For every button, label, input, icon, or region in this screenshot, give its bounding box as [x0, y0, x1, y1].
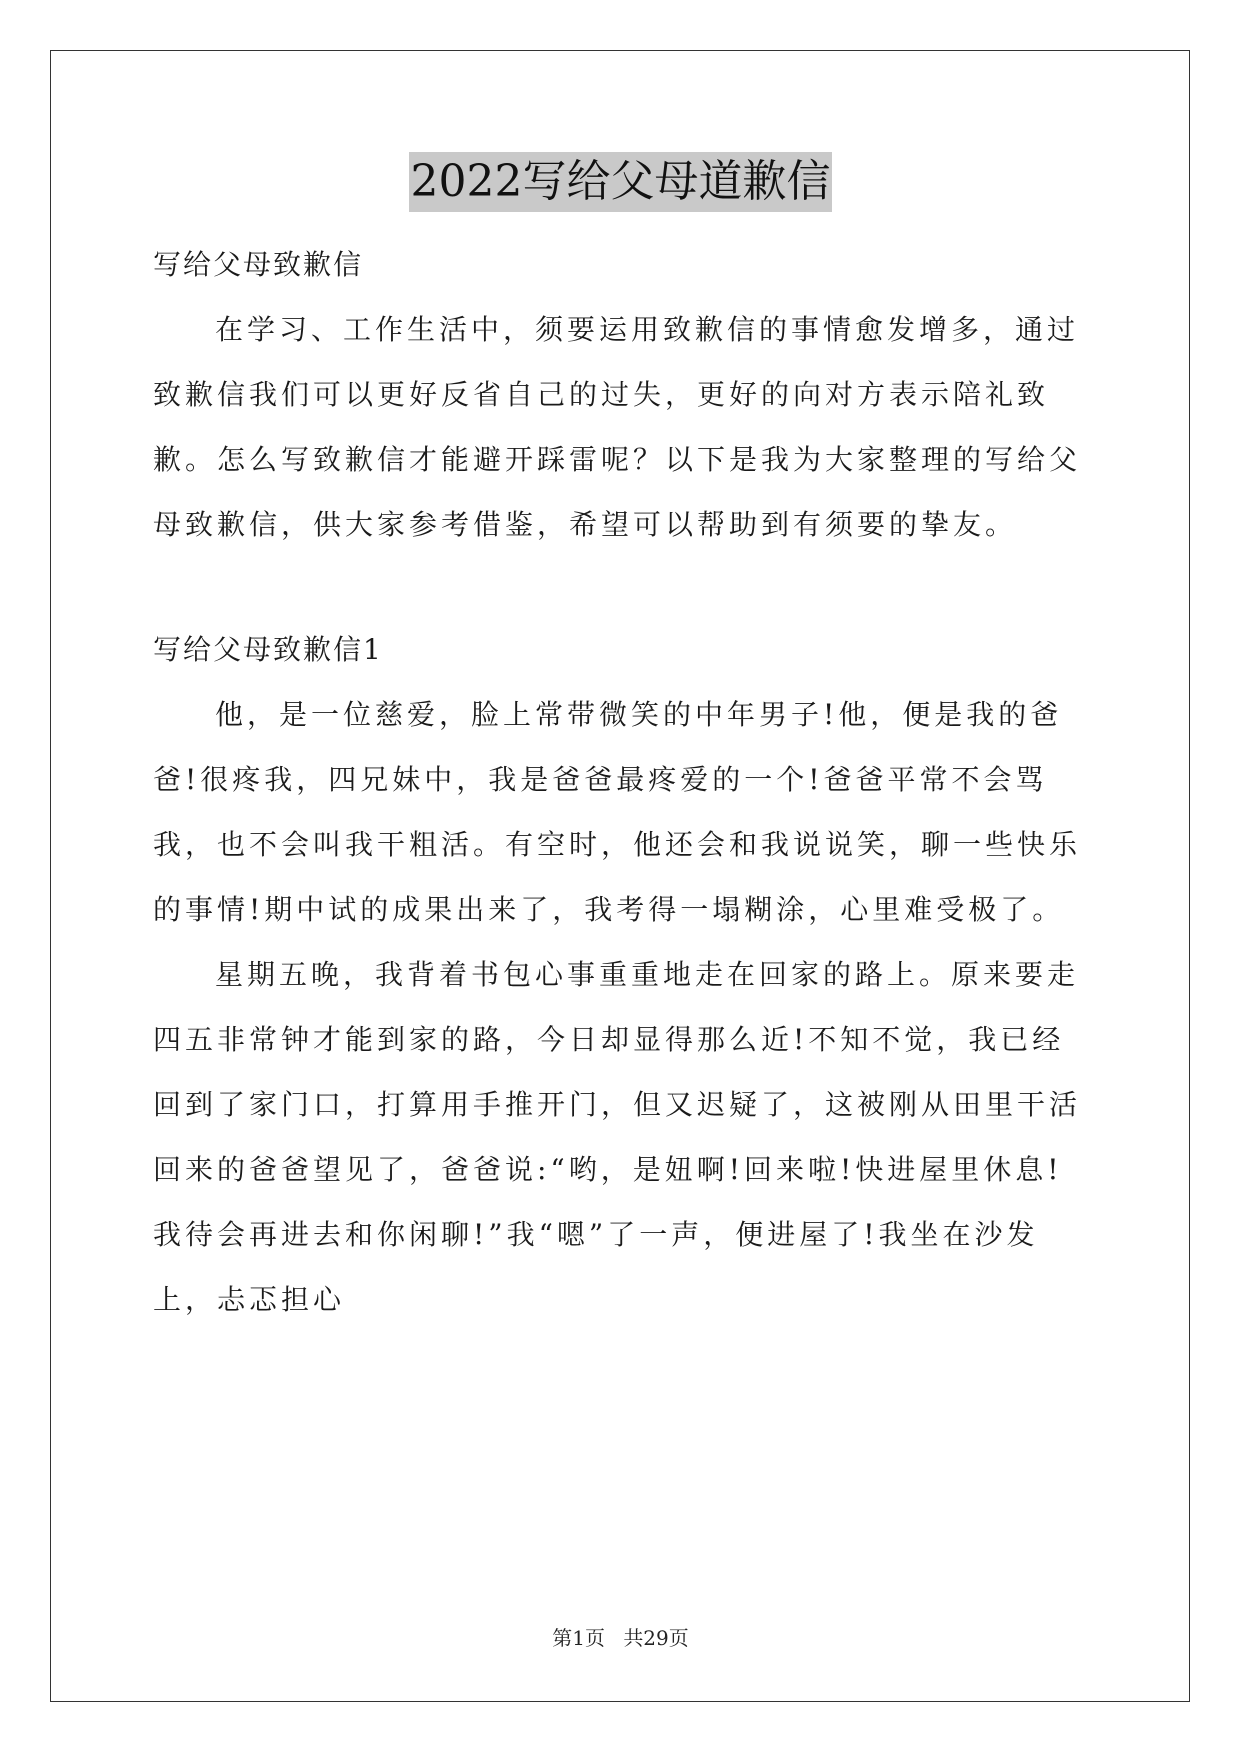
section-heading: 写给父母致歉信1: [153, 633, 383, 666]
document-title: 2022写给父母道歉信: [409, 152, 833, 212]
paragraph: 星期五晚，我背着书包心事重重地走在回家的路上。原来要走四五非常钟才能到家的路，今日却显得那么近!不知不觉，我已经回到了家门口，打算用手推开门，但又迟疑了，这被刚从田里干活回来的爸爸望见了，爸爸说:“哟，是妞啊!回来啦!快进屋里休息!我待会再进去和你闲聊!”我“嗯”了一声，便进屋了!我坐在沙发上，忐忑担心: [153, 958, 1082, 1316]
page-total: 共29页: [623, 1626, 689, 1650]
paragraph: 在学习、工作生活中，须要运用致歉信的事情愈发增多，通过致歉信我们可以更好反省自己的过失，更好的向对方表示陪礼致歉。怎么写致歉信才能避开踩雷呢？以下是我为大家整理的写给父母致歉信，供大家参考借鉴，希望可以帮助到有须要的挚友。: [153, 313, 1082, 541]
page-number: 第1页: [552, 1626, 605, 1650]
document-body: [153, 232, 1093, 1332]
section-heading: 写给父母致歉信: [153, 248, 364, 281]
title-wrap: [0, 152, 1241, 212]
paragraph: 他，是一位慈爱，脸上常带微笑的中年男子!他，便是我的爸爸!很疼我，四兄妹中，我是爸爸最疼爱的一个!爸爸平常不会骂我，也不会叫我干粗活。有空时，他还会和我说说笑，聊一些快乐的事情!期中试的成果出来了，我考得一塌糊涂，心里难受极了。: [153, 698, 1082, 926]
page-footer: [0, 1622, 1241, 1651]
